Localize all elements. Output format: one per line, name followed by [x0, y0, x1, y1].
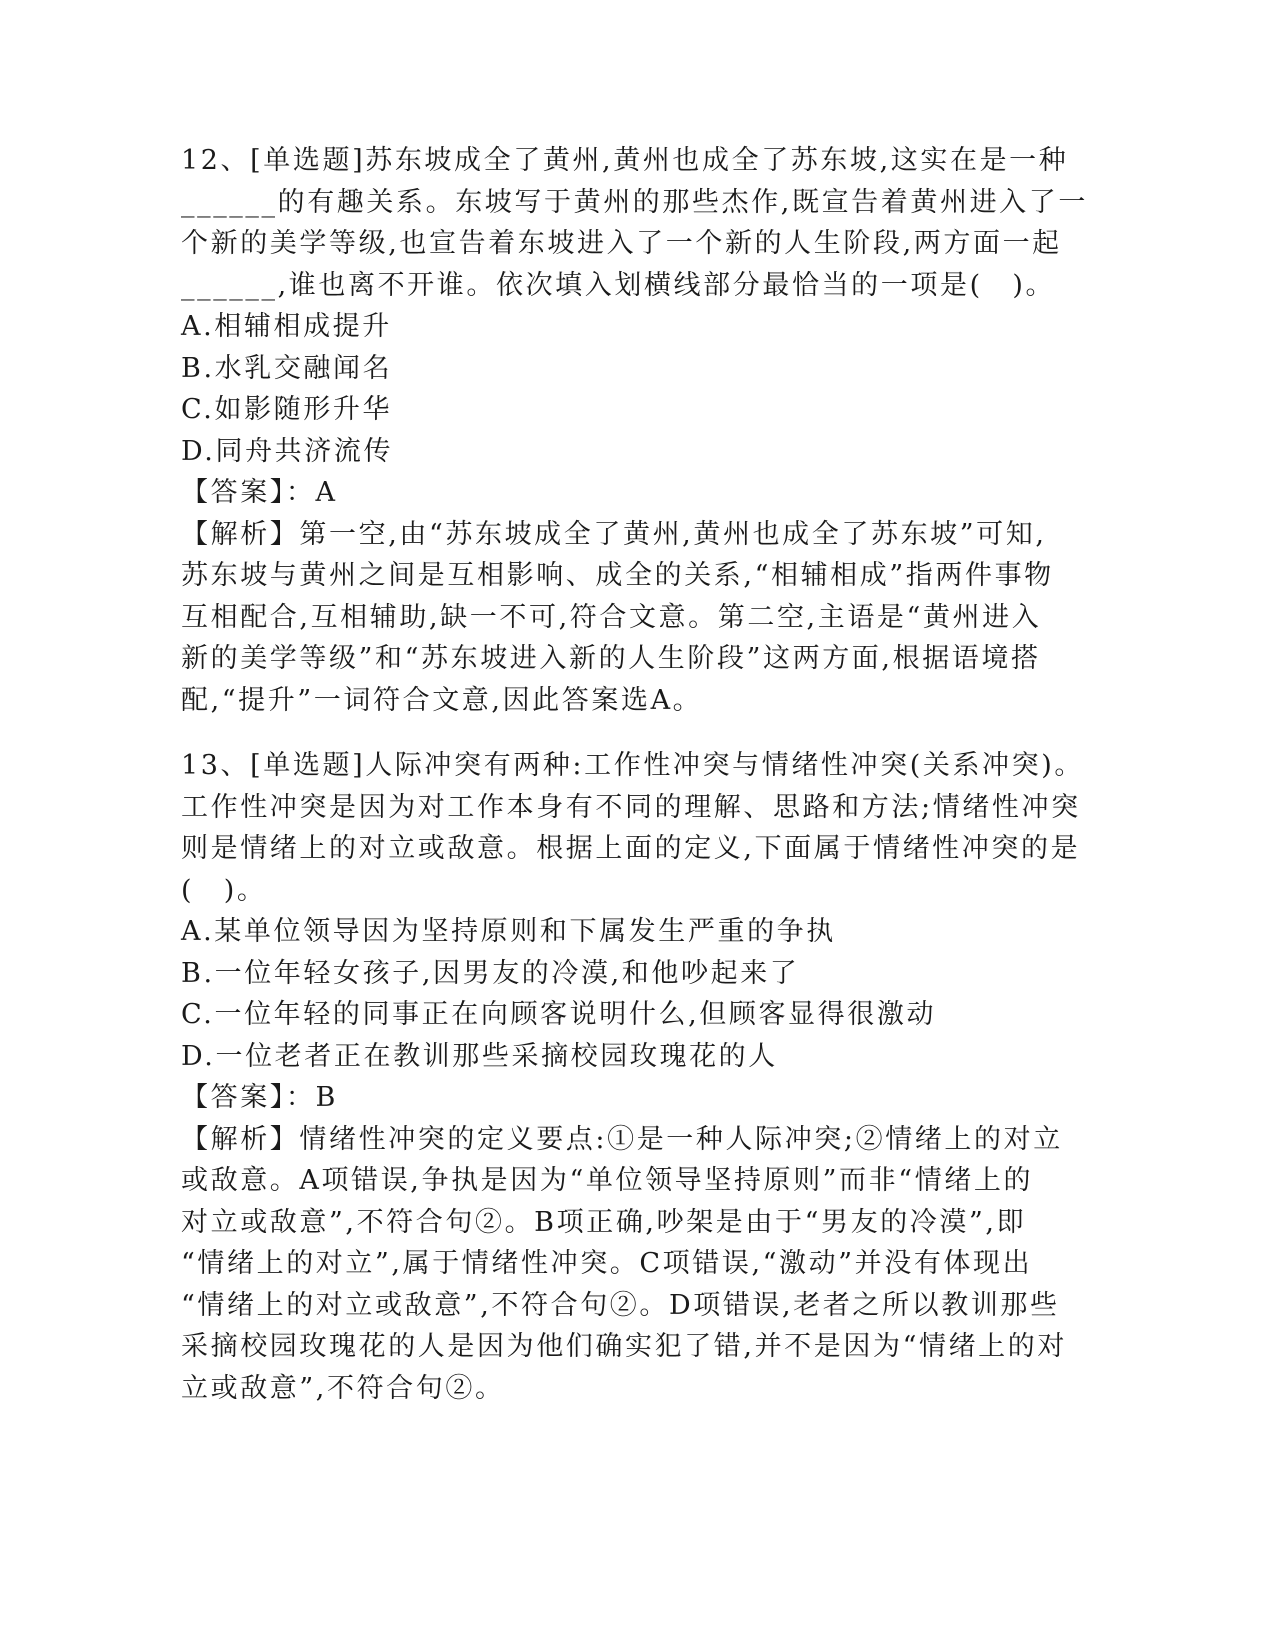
option-c: C.如影随形升华 [181, 394, 393, 425]
analysis-line: 采摘校园玫瑰花的人是因为他们确实犯了错,并不是因为“情绪上的对 [181, 1331, 1067, 1362]
analysis-line: 苏东坡与黄州之间是互相影响、成全的关系,“相辅相成”指两件事物 [181, 560, 1054, 591]
option-d: D.一位老者正在教训那些采摘校园玫瑰花的人 [181, 1040, 778, 1072]
analysis [181, 1119, 1081, 1410]
stem-line: 13、[单选题]人际冲突有两种:工作性冲突与情绪性冲突(关系冲突)。 [181, 750, 1084, 781]
option-a: A.某单位领导因为坚持原则和下属发生严重的争执 [181, 916, 836, 947]
stem-line: 个新的美学等级,也宣告着东坡进入了一个新的人生阶段,两方面一起 [181, 228, 1062, 259]
option-b: B.水乳交融闻名 [181, 352, 393, 384]
analysis-line: 配,“提升”一词符合文意,因此答案选A。 [181, 684, 703, 716]
question-spacer [181, 721, 1081, 745]
answer: 【答案】：B [181, 1082, 338, 1113]
stem-line: 则是情绪上的对立或敌意。根据上面的定义,下面属于情绪性冲突的是 [181, 833, 1081, 864]
document-page [181, 140, 1088, 1409]
option-d: D.同舟共济流传 [181, 435, 394, 467]
stem-line: ______的有趣关系。东坡写于黄州的那些杰作,既宣告着黄州进入了一 [181, 186, 1088, 218]
analysis-line: 对立或敌意”,不符合句②。B项正确,吵架是由于“男友的冷漠”,即 [181, 1206, 1027, 1238]
answer: 【答案】：A [181, 477, 338, 508]
analysis-line: “情绪上的对立”,属于情绪性冲突。C项错误,“激动”并没有体现出 [181, 1248, 1033, 1279]
option-list [181, 306, 1081, 472]
option-list [181, 911, 1081, 1077]
analysis-line: 互相配合,互相辅助,缺一不可,符合文意。第二空,主语是“黄州进入 [181, 601, 1042, 633]
question-stem [181, 140, 1088, 306]
stem-line: 12、[单选题]苏东坡成全了黄州,黄州也成全了苏东坡,这实在是一种 [181, 145, 1069, 176]
analysis [181, 514, 1081, 722]
analysis-line: “情绪上的对立或敌意”,不符合句②。D项错误,老者之所以教训那些 [181, 1289, 1060, 1321]
question-12 [181, 140, 1088, 721]
analysis-line: 【解析】情绪性冲突的定义要点:①是一种人际冲突;②情绪上的对立 [181, 1123, 1063, 1155]
option-b: B.一位年轻女孩子,因男友的冷漠,和他吵起来了 [181, 957, 800, 989]
analysis-line: 立或敌意”,不符合句②。 [181, 1372, 505, 1404]
analysis-line: 【解析】第一空,由“苏东坡成全了黄州,黄州也成全了苏东坡”可知, [181, 518, 1047, 550]
stem-line: ( )。 [181, 874, 267, 906]
option-c: C.一位年轻的同事正在向顾客说明什么,但顾客显得很激动 [181, 999, 937, 1030]
analysis-line: 新的美学等级”和“苏东坡进入新的人生阶段”这两方面,根据语境搭 [181, 643, 1041, 674]
stem-line: ______,谁也离不开谁。依次填入划横线部分最恰当的一项是( )。 [181, 269, 1056, 301]
analysis-line: 或敌意。A项错误,争执是因为“单位领导坚持原则”而非“情绪上的 [181, 1165, 1034, 1196]
question-stem [181, 745, 1084, 911]
question-13 [181, 745, 1084, 1409]
stem-line: 工作性冲突是因为对工作本身有不同的理解、思路和方法;情绪性冲突 [181, 791, 1081, 823]
option-a: A.相辅相成提升 [181, 311, 392, 342]
